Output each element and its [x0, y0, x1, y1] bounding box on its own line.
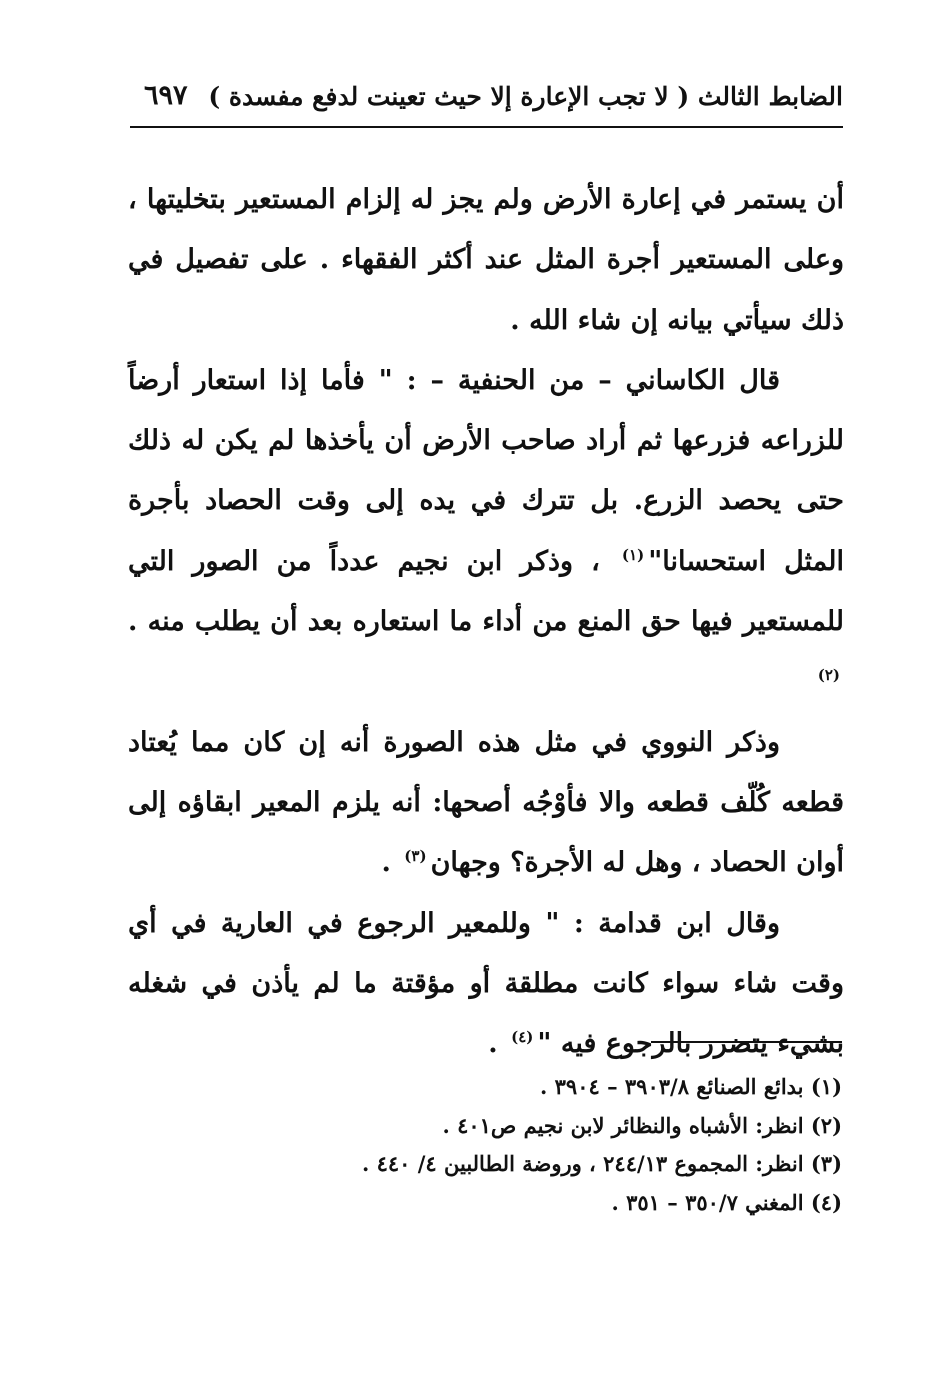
paragraph-4-end: .: [488, 1028, 498, 1060]
footnote-3: (٣) انظر: المجموع ٢٤٤/١٣ ، وروضة الطالبين ٤/ ٤٤٠ .: [361, 1151, 842, 1177]
header-divider: [130, 126, 843, 128]
footnote-2: (٢) انظر: الأشباه والنظائر لابن نجيم ص٤٠١ .: [442, 1112, 842, 1138]
page-header: [130, 78, 843, 126]
paragraph-2-text-a: قال الكاساني – من الحنفية – : " فأما إذا استعار أرضاً للزراعه فزرعها ثم أراد صاحب الأرض أن يأخذها لم يكن له ذلك حتى يحصد الزرع. بل تترك في يده إلى وقت الحصاد بأجرة المثل استحسانا": [128, 364, 845, 577]
main-text: [128, 170, 844, 1074]
paragraph-2: [128, 351, 844, 713]
running-title: الضابط الثالث ( لا تجب الإعارة إلا حيث تعينت لدفع مفسدة ): [208, 82, 843, 111]
paragraph-3: [128, 713, 844, 894]
paragraph-4: [128, 894, 844, 1075]
footnote-ref-3: (٣): [404, 847, 427, 866]
footnote-1: (١) بدائع الصنائع ٣٩٠٣/٨ – ٣٩٠٤ .: [540, 1074, 842, 1099]
paragraph-1: [128, 170, 844, 351]
paragraph-2-text-b: ، وذكر ابن نجيم عدداً من الصور التي للمستعير فيها حق المنع من أداء ما استعاره بعد أن يطلب منه .: [128, 545, 844, 638]
paragraph-3-end: .: [381, 847, 391, 879]
paragraph-3-text: وذكر النووي في مثل هذه الصورة أنه إن كان مما يُعتاد قطعه كُلّف قطعه والا فأوْجُه أصحها: أنه يلزم المعير ابقاؤه إلى أوان الحصاد ، وهل له الأجرة؟ وجهان: [128, 726, 844, 879]
paragraph-4-text: وقال ابن قدامة : " وللمعير الرجوع في العارية في أي وقت شاء سواء كانت مطلقة أو مؤقتة ما لم يأذن في شغله بشيء يتضرر بالرجوع فيه ": [128, 907, 844, 1060]
footnote-ref-1: (١): [621, 545, 645, 564]
footnotes: [200, 1068, 842, 1223]
footnote-ref-2: (٢): [817, 666, 840, 685]
footnote-divider: [651, 1041, 842, 1043]
footnote-4: (٤) المغني ٣٥٠/٧ – ٣٥١ .: [611, 1190, 842, 1216]
paragraph-1-text: أن يستمر في إعارة الأرض ولم يجز له إلزام المستعير بتخليتها ، وعلى المستعير أجرة المثل عند أكثر الفقهاء . على تفصيل في ذلك سيأتي بيانه إن شاء الله .: [128, 184, 844, 336]
page-number: ٦٩٧: [144, 80, 188, 111]
footnote-ref-4: (٤): [511, 1028, 534, 1047]
